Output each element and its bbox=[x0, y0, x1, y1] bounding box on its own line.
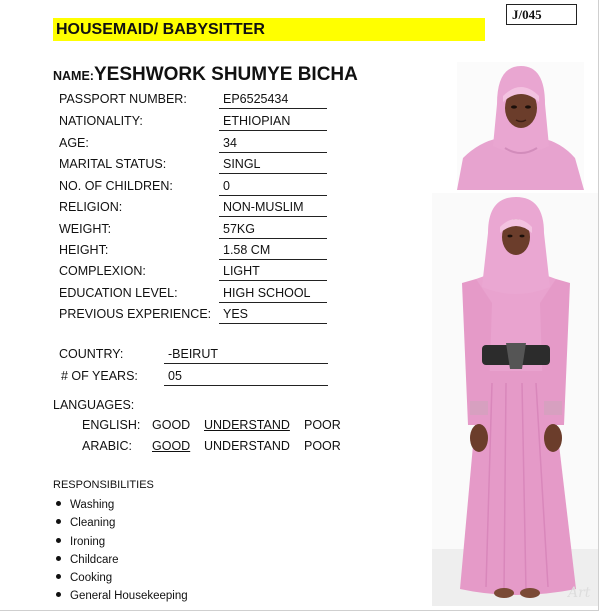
list-item: Washing bbox=[53, 499, 114, 511]
complexion-value: LIGHT bbox=[219, 263, 327, 281]
experience-label: PREVIOUS EXPERIENCE: bbox=[59, 307, 212, 321]
name-label: NAME: bbox=[53, 69, 94, 83]
country-value: -BEIRUT bbox=[164, 346, 328, 364]
photo-watermark: Art bbox=[568, 585, 591, 601]
marital-status-value: SINGL bbox=[219, 156, 327, 174]
arabic-label: ARABIC: bbox=[82, 439, 133, 453]
complexion-label: COMPLEXION: bbox=[59, 264, 146, 278]
experience-value: YES bbox=[219, 306, 327, 324]
list-item: Cleaning bbox=[53, 517, 115, 529]
english-poor: POOR bbox=[304, 418, 341, 432]
country-label: COUNTRY: bbox=[59, 347, 124, 361]
religion-label: RELIGION: bbox=[59, 200, 123, 214]
marital-status-label: MARITAL STATUS: bbox=[59, 157, 167, 171]
portrait-photo bbox=[457, 62, 584, 190]
education-label: EDUCATION LEVEL: bbox=[59, 286, 178, 300]
nationality-value: ETHIOPIAN bbox=[219, 113, 327, 131]
list-item: Ironing bbox=[53, 536, 105, 548]
list-item: General Housekeeping bbox=[53, 590, 188, 602]
list-item: Childcare bbox=[53, 554, 119, 566]
candidate-name-row bbox=[53, 64, 358, 86]
religion-value: NON-MUSLIM bbox=[219, 199, 327, 217]
education-value: HIGH SCHOOL bbox=[219, 285, 327, 303]
full-length-photo bbox=[432, 193, 598, 606]
weight-label: WEIGHT: bbox=[59, 222, 112, 236]
reference-code: J/045 bbox=[506, 4, 577, 25]
children-label: NO. OF CHILDREN: bbox=[59, 179, 173, 193]
english-label: ENGLISH: bbox=[82, 418, 141, 432]
years-value: 05 bbox=[164, 368, 328, 386]
passport-value: EP6525434 bbox=[219, 91, 327, 109]
height-label: HEIGHT: bbox=[59, 243, 109, 257]
arabic-good-selected: GOOD bbox=[152, 439, 191, 453]
english-understand-selected: UNDERSTAND bbox=[204, 418, 290, 432]
arabic-poor: POOR bbox=[304, 439, 341, 453]
position-title: HOUSEMAID/ BABYSITTER bbox=[53, 18, 485, 41]
age-label: AGE: bbox=[59, 136, 89, 150]
children-value: 0 bbox=[219, 178, 327, 196]
arabic-understand: UNDERSTAND bbox=[204, 439, 290, 453]
years-label: # OF YEARS: bbox=[61, 369, 138, 383]
weight-value: 57KG bbox=[219, 221, 327, 239]
responsibilities-heading: RESPONSIBILITIES bbox=[53, 479, 154, 491]
list-item: Cooking bbox=[53, 572, 112, 584]
passport-label: PASSPORT NUMBER: bbox=[59, 92, 187, 106]
nationality-label: NATIONALITY: bbox=[59, 114, 143, 128]
candidate-name: YESHWORK SHUMYE BICHA bbox=[93, 64, 358, 85]
english-good: GOOD bbox=[152, 418, 191, 432]
languages-heading: LANGUAGES: bbox=[53, 398, 135, 412]
age-value: 34 bbox=[219, 135, 327, 153]
height-value: 1.58 CM bbox=[219, 242, 327, 260]
